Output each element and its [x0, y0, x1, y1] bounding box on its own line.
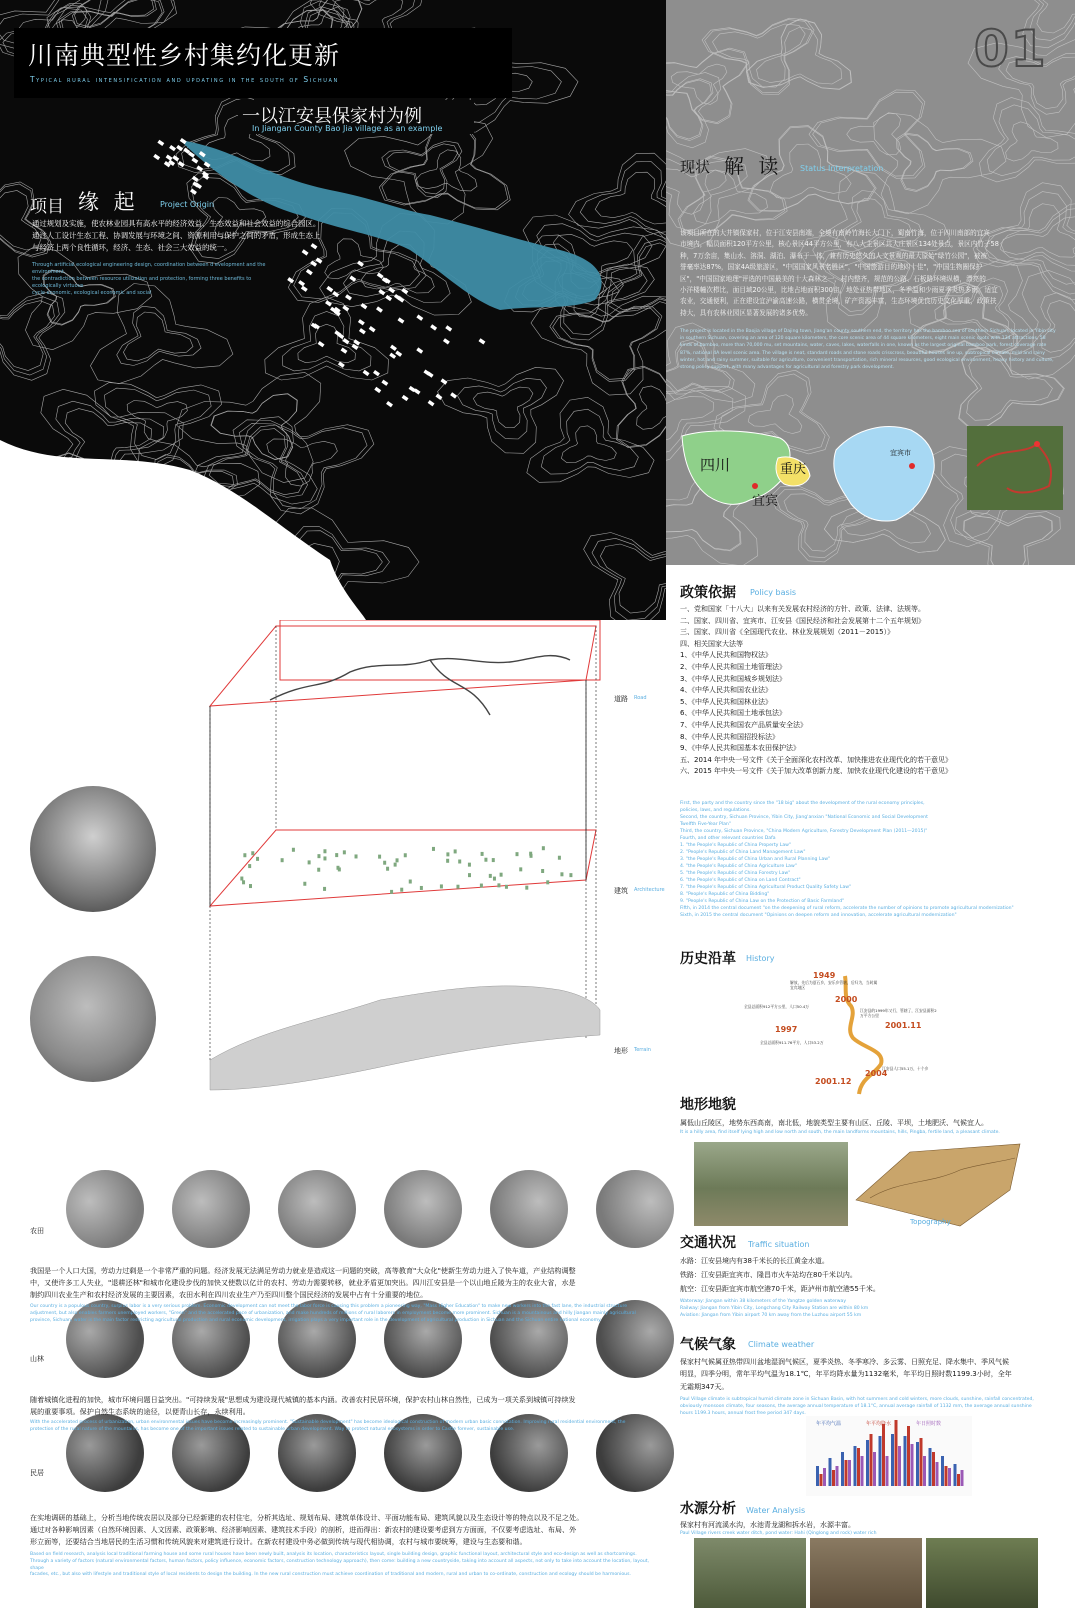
paragraph-en-line: Based on field research, analysis local traditional farming house and some rural houses have been newly built, analysis its location, characteristics layout, single building design, graphic functional layout, architectural style and eco-design as well as shortcomings. — [30, 1552, 637, 1557]
climate-bar — [861, 1456, 864, 1486]
policy-item-en: 5. "the People's Republic of China Forestry Law" — [680, 871, 791, 876]
climate-bar — [829, 1458, 832, 1486]
climate-legend-item: 年日照时数 — [916, 1421, 942, 1427]
road-network-graphic — [270, 656, 570, 715]
policy-item: 7、《中华人民共和国农产品质量安全法》 — [680, 720, 807, 729]
traffic-en-line: Railway: Jiangan from Yibin City, Longchang City Railway Station are within 80 km — [680, 1306, 869, 1311]
history-year-1949: 1949 — [813, 971, 836, 980]
terrain-photo — [694, 1142, 848, 1226]
climate-bar — [954, 1464, 957, 1486]
history-year-1997: 1997 — [775, 1025, 798, 1034]
traffic-line: 铁路：江安县距宜宾市、隆昌市火车站均在80千米以内。 — [680, 1271, 857, 1279]
history-title-en: History — [746, 954, 775, 963]
paragraph-line: 随着城镇化进程的加快，城市环境问题日益突出。"可持续发展"思想成为建设现代城镇的基本内涵。改善农村民居环境，保护农村山林自然性，已成为一项关系到城镇可持续发 — [30, 1395, 576, 1404]
traffic-en-line: Aviation: Jiangan from Yibin airport 70 km away from the Luzhou airport 55 km — [680, 1313, 862, 1318]
climate-bar — [895, 1420, 898, 1486]
building-layer-graphic — [240, 846, 572, 894]
climate-bar — [957, 1474, 960, 1486]
farmland-paragraph-en — [30, 1304, 650, 1324]
paragraph-en-line: province, Sichuan, water is the main factor restricting agricultural production and rural economic development, irrigation plays a very important role in the development of agricultural production in Sichuan and the Sichuan entire national economy. — [30, 1317, 602, 1323]
policy-item: 四、相关国家大法等 — [680, 639, 743, 648]
climate-bar — [882, 1424, 885, 1486]
climate-text-en — [680, 1396, 1070, 1417]
climate-en-line: Paul Village climate is subtropical humid climate zone in Sichuan Basin, with hot summers and cold winters, more clouds, sunshine, rainfall concentrated, — [680, 1397, 1034, 1402]
climate-bar — [873, 1452, 876, 1486]
status-line: 小洋楼幢次栉比，面目域20公里，比地占地面积300亩，地处亚热带地区，冬季温和少雨夏季炎热多雨，适宜 — [680, 286, 998, 295]
origin-line: 通过规划及实施，使农林业园具有高水平的经济效益、生态效益和社会效益的综合园区。 — [32, 219, 321, 228]
history-note-4: 全县总面积911.76平方，人口53.2万 — [760, 1040, 824, 1045]
page-title: 川南典型性乡村集约化更新 — [28, 41, 341, 70]
layer-diagram-graphic — [200, 620, 620, 1120]
paragraph-en-line: adjustment, but also enables farmers unemployed workers, "Green" and the accelerated pace of urbanization, and make hundreds of millions of rural laborers in employment become more prominent. Sichuan is a mountainous and hilly Jiangan mainly agricultural — [30, 1310, 636, 1316]
dwelling-paragraph — [30, 1512, 650, 1549]
climate-bar — [929, 1448, 932, 1486]
paragraph-line: 形立面等，还要结合当地居民的生活习惯和传统风貌来对建筑进行设计。在新农村建设中务必做到传统与现代相协调，农村与城市要统筹，建设与生态要和谐。 — [30, 1537, 527, 1547]
climate-bar — [941, 1456, 944, 1486]
climate-bar — [920, 1438, 923, 1486]
terrain-text: 属低山丘陵区，地势东西高南，南北低，地貌类型主要有山区、丘陵、平坝，土地肥沃、气候宜人。 — [680, 1119, 988, 1127]
paragraph-line: 通过对各种影响因素（自然环境因素、人文因素、政策影响、经济影响因素、建筑技术手段）的剖析，进而得出：新农村的建设要考虑到方方面面，不仅要考虑选址、布局、外 — [30, 1525, 577, 1535]
farmland-photo — [66, 1170, 144, 1248]
policy-item-en: 1. "the People's Republic of China Property Law" — [680, 843, 792, 848]
policy-list — [680, 604, 1070, 778]
origin-text-en — [32, 262, 282, 297]
origin-en-line: the contradiction between resource utilization and protection, forming three benefits to ecologically virtuous — [32, 276, 252, 289]
terrain-text-en: It is a hilly area, find itself lying high and low north and south, the main landforms mountains, hills, Pingba, fertile land, a pleasant climate. — [680, 1130, 1000, 1135]
farmland-photo — [278, 1170, 356, 1248]
policy-item: 5、《中华人民共和国林业法》 — [680, 697, 772, 706]
layer-label-road-en: Road — [634, 695, 647, 701]
row-label-farmland: 农田 — [30, 1227, 44, 1235]
traffic-title: 交通状况 — [680, 1235, 736, 1251]
satellite-map-image — [967, 426, 1063, 510]
yibin-map-graphic — [826, 420, 946, 530]
history-year-2001-12: 2001.12 — [815, 1077, 852, 1086]
policy-item-en: First, the party and the country since the "18 big" about the development of the rural economy principles, — [680, 801, 925, 806]
climate-bar — [932, 1452, 935, 1486]
forest-paragraph — [30, 1394, 650, 1418]
climate-bar — [823, 1468, 826, 1486]
policy-title: 政策依据 — [680, 585, 736, 601]
status-line: 区"，"中国国家地理"评选的中国最美的十大森林之一，村内整齐，规范的公路、石板路环境纵横，漂亮的 — [680, 274, 986, 283]
climate-bar — [898, 1446, 901, 1486]
paragraph-line: 制约四川农业生产和农村经济发展的主要因素，农田水利在四川农业生产乃至四川整个国民经济的发展中占有十分重要的地位。 — [30, 1290, 428, 1300]
paragraph-en-line: With the accelerated process of urbanization, urban environmental issues have become increasingly prominent. "Sustainable development" has become ideological construction of modern urban basic connotation. Improving rural residential environment, the — [30, 1420, 626, 1425]
climate-bar — [836, 1466, 839, 1486]
page-title-en: Typical rural intensification and updating in the south of Sichuan — [30, 75, 339, 84]
map-label-yibin: 宜宾 — [752, 494, 779, 509]
status-line: 种，7万余亩，集山水、溶洞、湖泊、瀑布于一体，兼有历史悠久的人文景观的最大原始"绿竹公园"，被被 — [680, 251, 987, 260]
layer-label-road: 道路 — [614, 695, 628, 703]
water-text: 保家村有河流溪水沟，水池青龙湖和拆水岩，水源丰富。 — [680, 1521, 855, 1529]
policy-title-en: Policy basis — [750, 588, 797, 597]
road-layer-frame — [280, 620, 600, 680]
history-year-2000: 2000 — [835, 995, 858, 1004]
status-text-en: The project is located in the Baojia village of Dajing town, Jiang'an county southern end, the territory has the bamboo sea of southern Sichuan, located in Yibin city in southern Sichuan, covering an area of 120 square kilometers, the core scenic area of 44 square kilometers, eight main scenic spots with 134 attractions, 58 kinds of bamboo, more than 70,000 mu, set mountains, water, caves, lakes, waterfalls in one, known as the largest original bamboo park, forest coverage rate 87%, national 4A level scenic area. The village is neat, standard roads and stone roads crisscross, beautiful houses line up, subtropical climate, mild and rainy winter, hot and rainy summer, suitable for agriculture, convenient transportation, rich mineral resources, good ecological environment, heavy history and culture, strong policy support, with many advantages for agricultural and forestry park development. — [680, 329, 1056, 371]
policy-item: 三、国家、四川省《全国现代农业、林业发展规划（2011－2015）》 — [680, 628, 895, 637]
policy-list-en — [680, 800, 1070, 919]
terrain-title: 地形地貌 — [680, 1097, 736, 1113]
layer-label-building-en: Architecture — [634, 887, 665, 893]
farmland-paragraph — [30, 1265, 650, 1302]
status-text — [680, 228, 1058, 319]
panel-number: 01 — [974, 20, 1048, 78]
climate-title: 气候气象 — [680, 1337, 736, 1353]
climate-legend-item: 年平均气温 — [816, 1421, 842, 1427]
history-note-2: 全县总面积912平方公里，人口50.4万 — [744, 1004, 810, 1009]
climate-line: 无霜期347天。 — [680, 1382, 729, 1391]
climate-bar — [848, 1460, 851, 1486]
policy-item: 3、《中华人民共和国城乡规划法》 — [680, 674, 786, 683]
policy-item: 1、《中华人民共和国物权法》 — [680, 651, 772, 660]
policy-item-en: Sixth, in 2015 the central document "Opinions on deepen reform and innovation, accelerate agricultural modernization" — [680, 913, 957, 918]
climate-bar — [907, 1426, 910, 1486]
paragraph-en-line: Our country is a populous country, surplus labor is a very serious problem. Economic development can not meet the labor force is causing this problem a pioneering way, "Mass Higher Education" to make new workers into the fast lane, the industrial structure — [30, 1304, 628, 1309]
climate-bar — [816, 1466, 819, 1486]
traffic-en-line: Waterway: Jiangan within 38 kilometers of the Yangtze golden waterway — [680, 1299, 847, 1304]
water-photo-1 — [694, 1538, 806, 1608]
map-label-chongqing: 重庆 — [780, 462, 807, 477]
water-text-en: Paul Village rivers creek water ditch, pond water: Hahi (Qinglong and rock) water rich — [680, 1531, 877, 1536]
policy-item: 一、党和国家「十八大」以来有关发展农村经济的方针、政策、法律、法规等。 — [680, 605, 925, 613]
status-label-a: 现状 — [680, 158, 711, 176]
origin-label-en: Project Origin — [160, 200, 215, 209]
status-label-b: 解 读 — [724, 154, 783, 178]
origin-line: 与经济上两个良性循环，经济、生态、社会三大效益的统一。 — [32, 243, 232, 252]
page-subtitle-en: In Jiangan County Bao Jia village as an example — [252, 124, 443, 133]
farmland-photo — [384, 1170, 462, 1248]
farmer-photo — [30, 956, 156, 1082]
history-year-2004: 2004 — [865, 1069, 888, 1078]
policy-item-en: Second, the country, Sichuan Province, Yibin City, Jiang'anxian "National Economic and Social Development — [680, 815, 928, 820]
policy-item: 2、《中华人民共和国土地管理法》 — [680, 662, 786, 671]
origin-label-b: 缘 起 — [78, 190, 139, 214]
climate-bar — [870, 1434, 873, 1486]
climate-legend-item: 年平均降水 — [866, 1421, 892, 1427]
terrain-layer-graphic — [210, 986, 600, 1090]
traffic-text-en — [680, 1298, 868, 1319]
sichuan-map-graphic — [680, 428, 820, 528]
status-line: 农业，交通便利，正在建设宜泸渝高速公路，横贯全境，矿产资源丰富，生态环境优良历史文化厚重，政策扶 — [680, 297, 997, 306]
climate-bar — [832, 1470, 835, 1486]
climate-line: 保家村气候属亚热带四川盆地湿润气候区，夏季炎热、冬季寒冷、多云雾、日照充足、降水集中、季风气候 — [680, 1358, 1009, 1366]
paragraph-en-line: Through a variety of factors (natural environmental factors, human factors, policy influence, economic factors, construction technology approach), then come: building a new countryside, taking into account all aspects, not only to take into account the location, layout, shape — [30, 1558, 650, 1571]
paragraph-line: 我国是一个人口大国，劳动力过剩是一个非常严重的问题。经济发展无法满足劳动力就业是造成这一问题的突破，高等教育"大众化"使新生劳动力进入了快车道，产业结构调整 — [30, 1266, 576, 1275]
page-subtitle: 一以江安县保家村为例 — [242, 106, 422, 127]
policy-item-en: 9. "People's Republic of China Law on the Protection of Basic Farmland" — [680, 899, 845, 904]
climate-bar — [923, 1456, 926, 1486]
climate-bar — [845, 1460, 848, 1486]
climate-bar — [879, 1436, 882, 1486]
paragraph-en-line: protection of the rural nature of the mountains, has become one of the important issues related to sustainable urban development. Way to protect natural ecosystems in order to Castle forever, sustainable use. — [30, 1426, 515, 1432]
traffic-text — [680, 1254, 880, 1296]
climate-bar — [841, 1452, 844, 1486]
status-line: 该项目所在的大井镇保家村，位于江安县南端，全境有南岭竹海长大门下，蜀南竹海，位于四川南部的宜宾 — [680, 229, 990, 237]
climate-bar — [948, 1468, 951, 1486]
climate-line: 明显，四季分明，常年平均气温为18.1℃，年平均降水量为1132毫米，年平均日照时数1199.3小时，全年 — [680, 1370, 1012, 1379]
history-title: 历史沿革 — [680, 951, 736, 967]
map-label-sichuan: 四川 — [700, 456, 731, 474]
layer-label-building: 建筑 — [614, 887, 628, 895]
status-line: 誉毫率达87%，国家4A级旅游区，"中国国家风景名胜区"，"中国旅游目的地四十佳"，"中国生物圈保护 — [680, 263, 983, 272]
climate-bar — [904, 1436, 907, 1486]
policy-item-en: Twelfth Five-Year Plan" — [680, 822, 731, 827]
climate-bar — [891, 1434, 894, 1486]
climate-en-line: obviously monsoon climate, four seasons, the average annual temperature of 18.1°C, annual average rainfall of 1132 mm, the average annual sunshine — [680, 1404, 1032, 1409]
water-title-en: Water Analysis — [746, 1506, 806, 1515]
policy-item: 二、国家、四川省、宜宾市、江安县《国民经济和社会发展第十二个五年规划》 — [680, 616, 925, 625]
layer-label-terrain: 地形 — [614, 1047, 628, 1055]
policy-item-en: 2. "People's Republic of China Land Management Law" — [680, 850, 806, 855]
climate-bar — [857, 1448, 860, 1486]
row-label-dwelling: 民居 — [30, 1469, 44, 1477]
policy-item: 8、《中华人民共和国招投标法》 — [680, 732, 779, 741]
origin-en-line: Through artificial ecological engineering design, coordination between d evelopment and the environment, — [32, 262, 266, 275]
policy-item: 9、《中华人民共和国基本农田保护法》 — [680, 744, 800, 753]
satellite-route-graphic — [967, 426, 1063, 510]
history-note-1: 解放，先后为夏石乡，安乐乡管辖，后归为，当时属宜宾地区 — [790, 980, 878, 990]
paragraph-line: 在实地调研的基础上，分析当地传统农居以及部分已经新建的农村住宅，分析其选址、规划布局、建筑单体设计、平面功能布局、建筑风貌以及生态设计等的特点以及不足之处。 — [30, 1513, 584, 1522]
water-photo-2 — [810, 1538, 922, 1608]
paragraph-en-line: facades, etc., but also with lifestyle and traditional style of local residents to design the building. In the new rural construction must achieve coordination of traditional and modern, rural and urban to co-ordinate, construction and ecology should be harmonious. — [30, 1572, 631, 1578]
forest-paragraph-en — [30, 1420, 650, 1434]
terrain-edge-graphic — [0, 440, 366, 620]
climate-bar — [820, 1474, 823, 1486]
climate-bar — [936, 1462, 939, 1486]
climate-bar-chart-graphic — [806, 1416, 972, 1496]
climate-en-line: hours 1199.3 hours, annual frost free period 347 days. — [680, 1411, 806, 1416]
traffic-title-en: Traffic situation — [748, 1240, 810, 1249]
farmland-photo — [596, 1170, 674, 1248]
origin-text — [32, 218, 352, 254]
climate-bar — [911, 1444, 914, 1486]
archway-photo — [30, 786, 156, 912]
policy-item: 4、《中华人民共和国农业法》 — [680, 686, 772, 695]
climate-bar — [961, 1470, 964, 1486]
policy-item-en: Third, the country, Sichuan Province, "China Modern Agriculture, Forestry Development Plan (2011—2015)" — [680, 829, 928, 834]
history-year-2001-11: 2001.11 — [885, 1021, 922, 1030]
policy-item-en: 4. "the People's Republic of China Agriculture Law" — [680, 864, 797, 869]
climate-bar — [945, 1466, 948, 1486]
farmland-photo — [172, 1170, 250, 1248]
policy-item-en: Fifth, in 2014 the central document "on the deepening of rural reform, accelerate the number of opinions to promote agricultural modernization" — [680, 906, 1014, 911]
history-note-3: 江安县的1999年又行，管辖了，江安县面积2万平方公里 — [860, 1008, 937, 1018]
paragraph-line: 中，又使许多工人失业，"退耕还林"和城市化建设步伐的加快又使数以亿计的农村、劳动力需要转移，就业矛盾更加突出。四川江安县是一个以山地丘陵为主的农业大省，水是 — [30, 1278, 576, 1288]
dwelling-paragraph-en — [30, 1552, 650, 1579]
row-label-forest: 山林 — [30, 1355, 44, 1363]
traffic-line: 航空：江安县距宜宾市航空港70千米，距泸州市航空港55千米。 — [680, 1285, 880, 1293]
topography-caption: Topography — [910, 1218, 951, 1226]
policy-item-en: 7. "the People's Republic of China Agricultural Product Quality Safety Law" — [680, 885, 852, 890]
map-label-yibin-city: 宜宾市 — [890, 449, 911, 457]
policy-item-en: policies, laws, and regulations. — [680, 808, 751, 813]
status-line: 市境内，幅员面积120平方公里，核心景区44平方公里，有八大主景区共大庄景区134处景点，景区内竹子58 — [680, 240, 999, 249]
water-photo-3 — [926, 1538, 1038, 1608]
traffic-line: 水路：江安县境内有38千米长的长江黄金水道。 — [680, 1257, 829, 1265]
climate-title-en: Climate weather — [748, 1340, 815, 1349]
policy-item-en: 6. "the People's Republic of China on Land Contract" — [680, 878, 801, 883]
policy-item: 六、2015 年中央一号文件《关于加大改革创新力度、加快农业现代化建设的若干意见》 — [680, 767, 953, 776]
climate-bar — [866, 1440, 869, 1486]
origin-en-line: cycle economic, ecological economic and social — [32, 290, 152, 296]
policy-item: 6、《中华人民共和国土地承包法》 — [680, 709, 786, 718]
farmland-photo — [490, 1170, 568, 1248]
layer-label-terrain-en: Terrain — [634, 1047, 651, 1053]
history-note-5: 江安县人口55.1万，十个乡 — [882, 1066, 929, 1071]
climate-bar — [886, 1456, 889, 1486]
climate-bar — [854, 1446, 857, 1486]
policy-item-en: 3. "the People's Republic of China Urban and Rural Planning Law" — [680, 857, 831, 862]
policy-item: 五、2014 年中央一号文件《关于全面深化农村改革、加快推进农业现代化的若干意见》 — [680, 755, 953, 764]
policy-item-en: 8. "People's Republic of China Bidding" — [680, 892, 770, 897]
status-line: 持大，具有农林业园区显著发展的诸多优势。 — [680, 308, 812, 317]
status-label-en: Status Interpretation — [800, 164, 884, 173]
paragraph-line: 展的重要事项。保护自然生态系统的途径，以便青山长存，永续利用。 — [30, 1407, 250, 1417]
origin-line: 通过人工设计生态工程、协调发展与环境之间、资源利用与保护之间的矛盾，形成生态上 — [32, 231, 321, 240]
policy-item-en: Fourth, and other relevant countries Dafa — [680, 836, 776, 841]
climate-text — [680, 1356, 1070, 1393]
water-title: 水源分析 — [680, 1501, 736, 1517]
climate-bar — [916, 1442, 919, 1486]
origin-label-a: 项目 — [30, 197, 64, 217]
